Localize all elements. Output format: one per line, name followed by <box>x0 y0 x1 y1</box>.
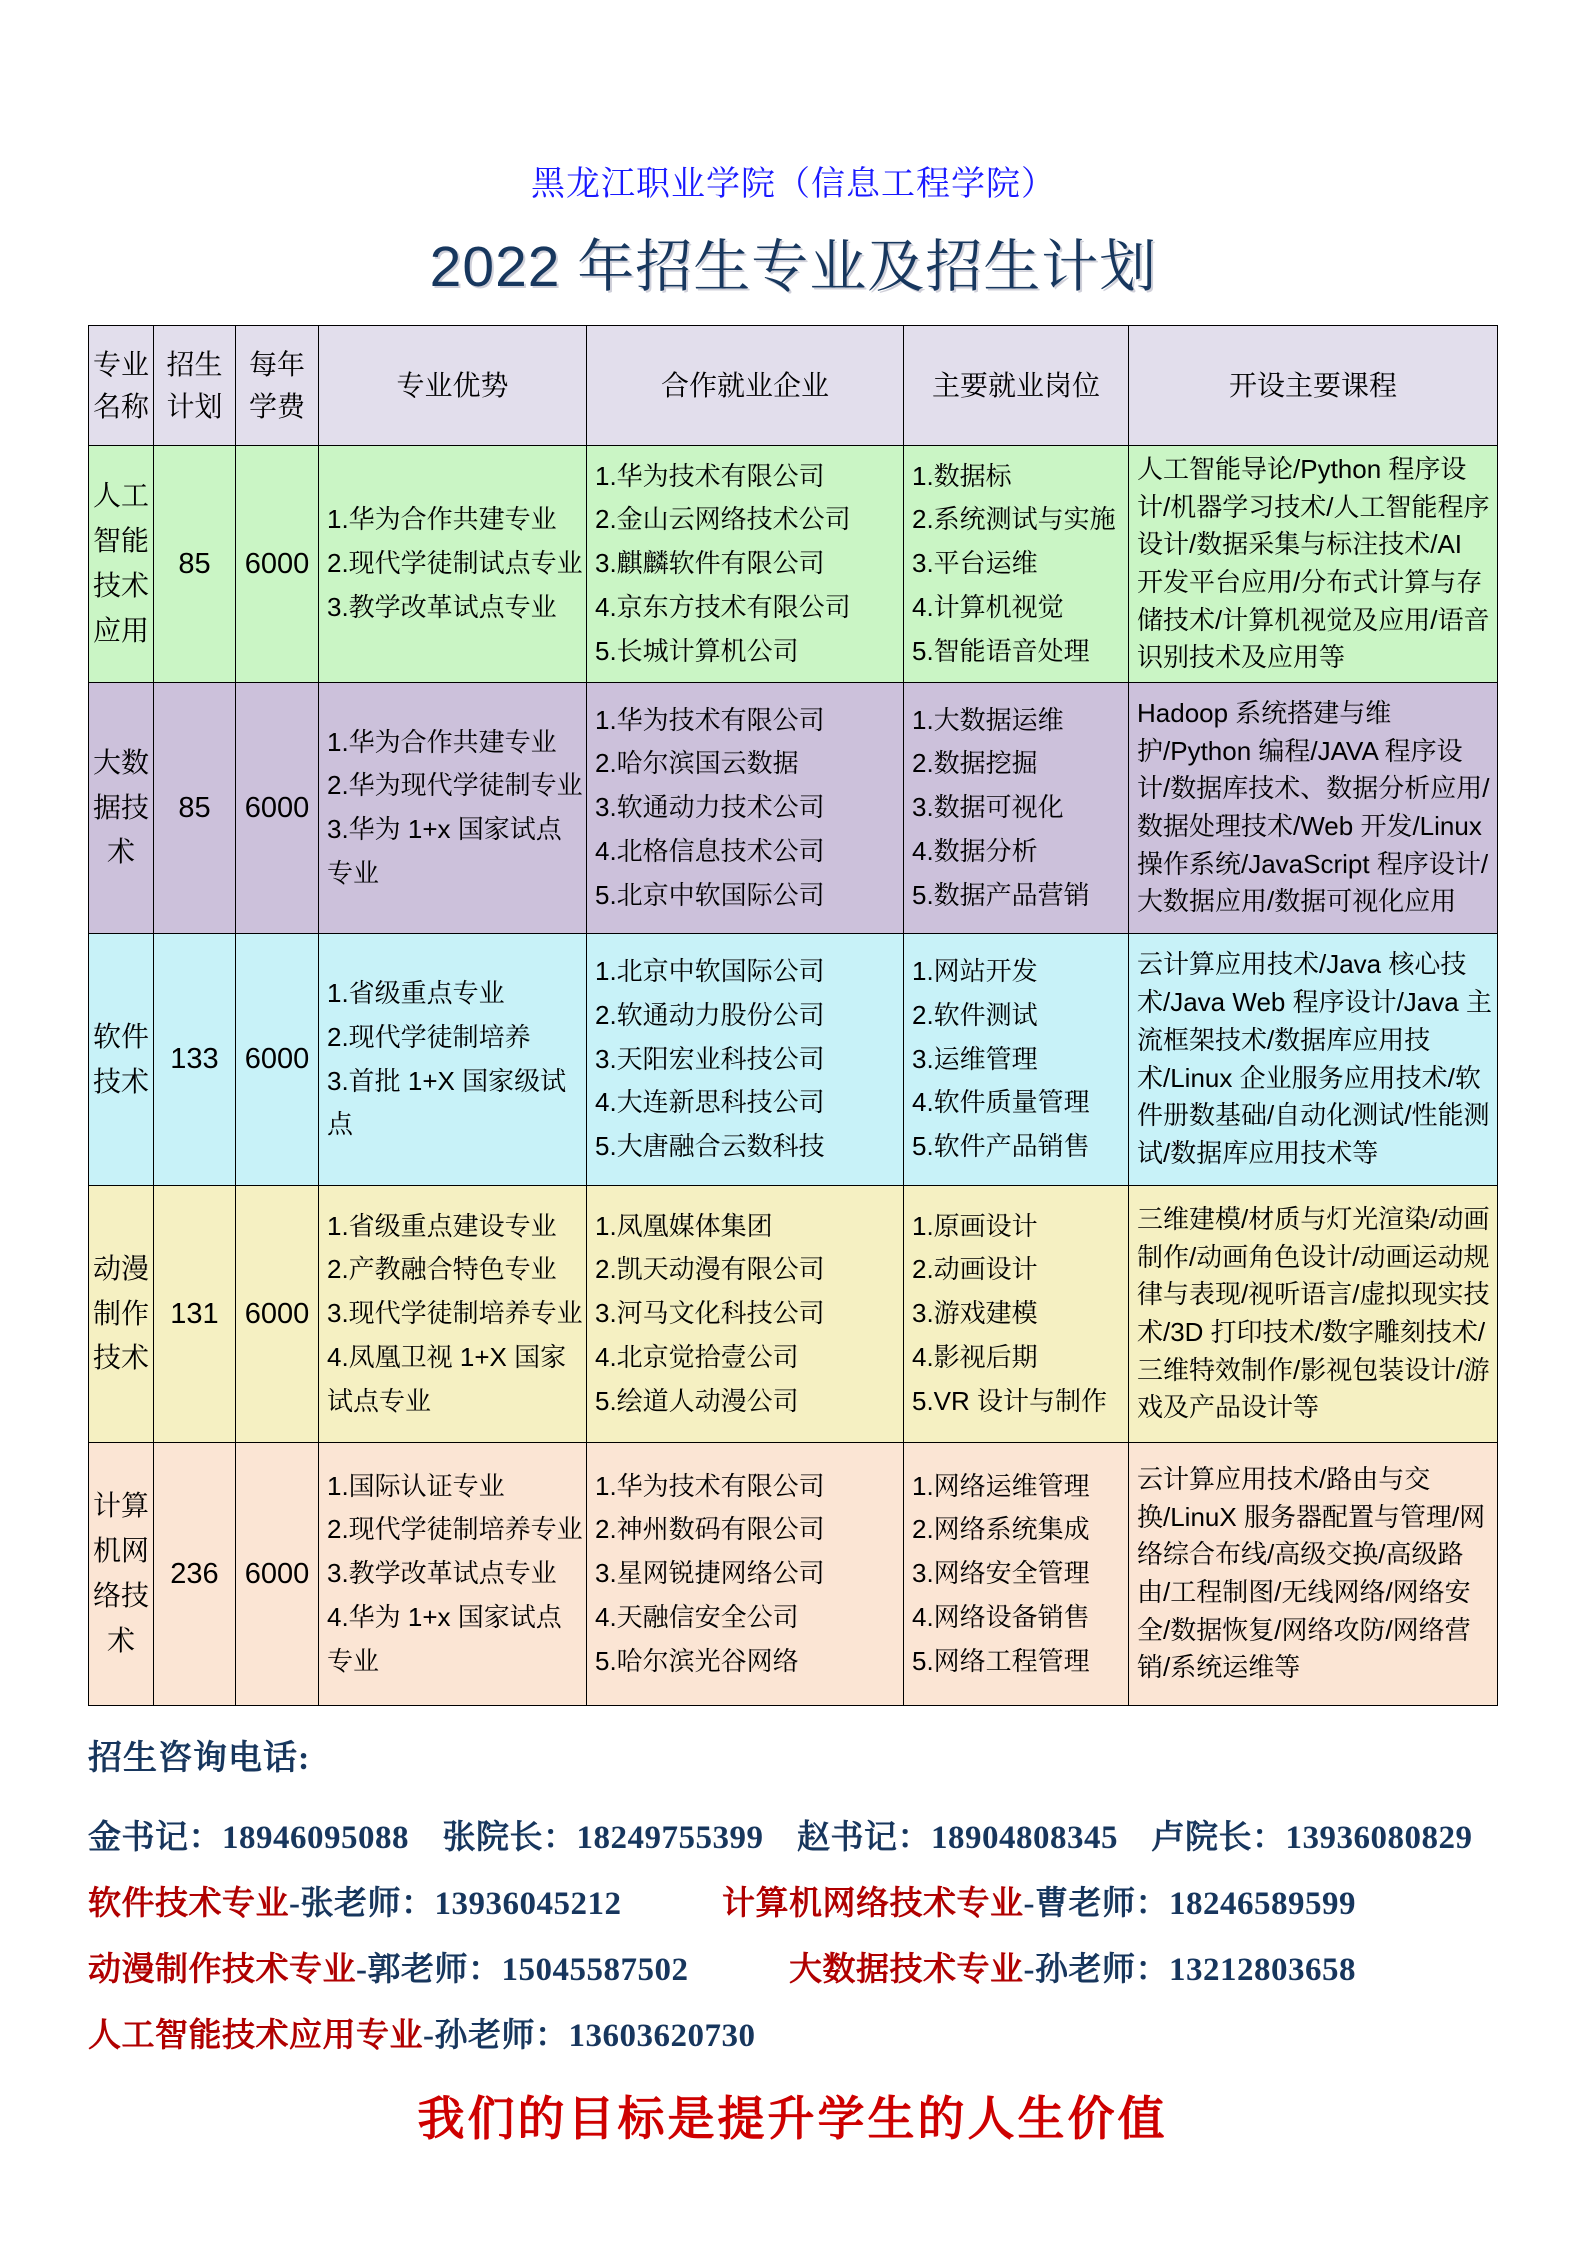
list-line: 4.大连新思科技公司 <box>595 1087 825 1118</box>
list-line: 3.游戏建模 <box>912 1298 1038 1329</box>
list-line: 1.网络运维管理 <box>912 1470 1090 1501</box>
phone-text <box>622 1886 723 1922</box>
list-line: 4.北格信息技术公司 <box>595 835 825 866</box>
column-header: 专业名称 <box>89 326 154 446</box>
companies-cell <box>587 1186 904 1443</box>
list-line: 4.计算机视觉 <box>912 591 1064 622</box>
specialty-label: 软件技术专业 <box>88 1886 289 1922</box>
contact-heading: 招生咨询电话: <box>88 1740 311 1777</box>
jobs-cell <box>904 934 1129 1186</box>
list-line: 3.网络安全管理 <box>912 1558 1090 1589</box>
major-row <box>89 446 1498 683</box>
fee-cell: 6000 <box>236 446 319 683</box>
list-line: 1.网站开发 <box>912 956 1038 987</box>
contact-line <box>88 2009 1587 2056</box>
list-line: 2.现代学徒制培养 <box>327 1021 531 1052</box>
list-line: 5.绘道人动漫公司 <box>595 1385 799 1416</box>
list-line: 5.VR 设计与制作 <box>912 1385 1108 1416</box>
major-name-cell: 动漫制作技术 <box>89 1186 154 1443</box>
list-line: 4.网络设备销售 <box>912 1601 1090 1632</box>
column-header: 专业优势 <box>319 326 587 446</box>
list-line: 2.神州数码有限公司 <box>595 1514 825 1545</box>
list-line: 4.北京觉拾壹公司 <box>595 1341 799 1372</box>
phone-text: -郭老师：15045587502 <box>356 1952 689 1988</box>
contact-line <box>88 1811 1587 1858</box>
list-line: 1.国际认证专业 <box>327 1470 505 1501</box>
phone-text: -孙老师：13603620730 <box>423 2018 756 2054</box>
list-line: 1.省级重点建设专业 <box>327 1210 557 1241</box>
list-line: 4.华为 1+x 国家试点专业 <box>327 1601 562 1676</box>
companies-cell <box>587 683 904 934</box>
list-line: 3.运维管理 <box>912 1043 1038 1074</box>
jobs-cell <box>904 1186 1129 1443</box>
list-line: 1.华为技术有限公司 <box>595 460 825 491</box>
college-subtitle: 黑龙江职业学院（信息工程学院） <box>531 165 1056 203</box>
column-header: 开设主要课程 <box>1129 326 1498 446</box>
plan-cell: 131 <box>154 1186 236 1443</box>
list-line: 2.数据挖掘 <box>912 748 1038 779</box>
plan-cell: 236 <box>154 1443 236 1706</box>
list-line: 2.系统测试与实施 <box>912 504 1116 535</box>
advantages-cell <box>319 1443 587 1706</box>
advantages-cell <box>319 934 587 1186</box>
major-row <box>89 683 1498 934</box>
list-line: 3.麒麟软件有限公司 <box>595 548 825 579</box>
list-line: 2.产教融合特色专业 <box>327 1254 557 1285</box>
phone-text <box>689 1952 790 1988</box>
courses-cell: Hadoop 系统搭建与维护/Python 编程/JAVA 程序设计/数据库技术、数据分析应用/数据处理技术/Web 开发/Linux 操作系统/JavaScript 程序设计/大数据应用/数据可视化应用 <box>1129 683 1498 934</box>
jobs-cell <box>904 683 1129 934</box>
courses-cell: 云计算应用技术/路由与交换/LinuX 服务器配置与管理/网络综合布线/高级交换/高级路由/工程制图/无线网络/网络安全/数据恢复/网络攻防/网络营销/系统运维等 <box>1129 1443 1498 1706</box>
list-line: 4.软件质量管理 <box>912 1087 1090 1118</box>
major-name-cell: 软件技术 <box>89 934 154 1186</box>
plan-cell: 85 <box>154 683 236 934</box>
list-line: 5.数据产品营销 <box>912 879 1090 910</box>
column-header: 合作就业企业 <box>587 326 904 446</box>
list-line: 1.省级重点专业 <box>327 978 505 1009</box>
list-line: 3.数据可视化 <box>912 792 1064 823</box>
list-line: 3.星网锐捷网络公司 <box>595 1558 825 1589</box>
specialty-label: 大数据技术专业 <box>789 1952 1024 1988</box>
table-body <box>89 446 1498 1706</box>
major-row <box>89 1186 1498 1443</box>
list-line: 5.哈尔滨光谷网络 <box>595 1645 799 1676</box>
list-line: 3.教学改革试点专业 <box>327 591 557 622</box>
list-line: 1.华为合作共建专业 <box>327 726 557 757</box>
major-name-cell: 计算机网络技术 <box>89 1443 154 1706</box>
table-header-row <box>89 326 1498 446</box>
list-line: 2.凯天动漫有限公司 <box>595 1254 825 1285</box>
major-name-cell: 大数据技术 <box>89 683 154 934</box>
list-line: 2.金山云网络技术公司 <box>595 504 851 535</box>
advantages-cell <box>319 446 587 683</box>
contact-line <box>88 1943 1587 1990</box>
column-header: 招生计划 <box>154 326 236 446</box>
phone-text: -孙老师：13212803658 <box>1023 1952 1356 1988</box>
courses-cell: 三维建模/材质与灯光渲染/动画制作/动画角色设计/动画运动规律与表现/视听语言/虚拟现实技术/3D 打印技术/数字雕刻技术/三维特效制作/影视包装设计/游戏及产品设计等 <box>1129 1186 1498 1443</box>
list-line: 4.京东方技术有限公司 <box>595 591 851 622</box>
phone-text: -曹老师：18246589599 <box>1023 1886 1356 1922</box>
specialty-label: 计算机网络技术专业 <box>722 1886 1024 1922</box>
advantages-cell <box>319 683 587 934</box>
fee-cell: 6000 <box>236 934 319 1186</box>
list-line: 2.软通动力股份公司 <box>595 999 825 1030</box>
list-line: 5.网络工程管理 <box>912 1645 1090 1676</box>
plan-cell: 85 <box>154 446 236 683</box>
list-line: 4.天融信安全公司 <box>595 1601 799 1632</box>
list-line: 3.现代学徒制培养专业 <box>327 1298 583 1329</box>
list-line: 4.数据分析 <box>912 835 1038 866</box>
courses-cell: 人工智能导论/Python 程序设计/机器学习技术/人工智能程序设计/数据采集与标注技术/AI 开发平台应用/分布式计算与存储技术/计算机视觉及应用/语音识别技术及应用等 <box>1129 446 1498 683</box>
contact-section <box>88 1730 1587 2056</box>
companies-cell <box>587 446 904 683</box>
list-line: 2.华为现代学徒制专业 <box>327 770 583 801</box>
fee-cell: 6000 <box>236 1186 319 1443</box>
major-row <box>89 934 1498 1186</box>
fee-cell: 6000 <box>236 683 319 934</box>
companies-cell <box>587 934 904 1186</box>
list-line: 1.大数据运维 <box>912 704 1064 735</box>
column-header: 每年学费 <box>236 326 319 446</box>
list-line: 2.现代学徒制试点专业 <box>327 548 583 579</box>
list-line: 3.首批 1+X 国家级试点 <box>327 1065 567 1140</box>
list-line: 2.软件测试 <box>912 999 1038 1030</box>
list-line: 3.河马文化科技公司 <box>595 1298 825 1329</box>
contact-lines <box>88 1811 1587 2056</box>
list-line: 3.华为 1+x 国家试点专业 <box>327 814 562 888</box>
list-line: 5.智能语音处理 <box>912 635 1090 666</box>
list-line: 5.软件产品销售 <box>912 1131 1090 1161</box>
list-line: 4.凤凰卫视 1+X 国家试点专业 <box>327 1341 567 1416</box>
companies-cell <box>587 1443 904 1706</box>
list-line: 1.华为技术有限公司 <box>595 704 825 735</box>
fee-cell: 6000 <box>236 1443 319 1706</box>
specialty-label: 人工智能技术应用专业 <box>88 2018 423 2054</box>
list-line: 2.动画设计 <box>912 1254 1038 1285</box>
list-line: 5.大唐融合云数科技 <box>595 1131 825 1161</box>
major-row <box>89 1443 1498 1706</box>
list-line: 5.北京中软国际公司 <box>595 879 825 910</box>
list-line: 2.网络系统集成 <box>912 1514 1090 1545</box>
list-line: 4.影视后期 <box>912 1341 1038 1372</box>
list-line: 3.平台运维 <box>912 548 1038 579</box>
contact-line <box>88 1877 1587 1924</box>
list-line: 1.华为技术有限公司 <box>595 1470 825 1501</box>
jobs-cell <box>904 446 1129 683</box>
list-line: 2.现代学徒制培养专业 <box>327 1514 583 1545</box>
list-line: 1.原画设计 <box>912 1210 1038 1241</box>
admission-plan-table <box>88 325 1498 1706</box>
list-line: 1.华为合作共建专业 <box>327 504 557 535</box>
list-line: 5.长城计算机公司 <box>595 635 799 666</box>
page-title: 2022 年招生专业及招生计划 <box>429 235 1158 299</box>
list-line: 3.软通动力技术公司 <box>595 792 825 823</box>
specialty-label: 动漫制作技术专业 <box>88 1952 356 1988</box>
column-header: 主要就业岗位 <box>904 326 1129 446</box>
phone-text: 金书记：18946095088 张院长：18249755399 赵书记：18904808345 卢院长：13936080829 <box>88 1820 1473 1856</box>
list-line: 3.教学改革试点专业 <box>327 1558 557 1589</box>
slogan-text: 我们的目标是提升学生的人生价值 <box>417 2094 1168 2146</box>
courses-cell: 云计算应用技术/Java 核心技术/Java Web 程序设计/Java 主流框架技术/数据库应用技术/Linux 企业服务应用技术/软件册数基础/自动化测试/性能测试/数据库应用技术等 <box>1129 934 1498 1186</box>
list-line: 1.数据标 <box>912 460 1012 491</box>
list-line: 2.哈尔滨国云数据 <box>595 748 799 779</box>
list-line: 3.天阳宏业科技公司 <box>595 1043 825 1074</box>
plan-cell: 133 <box>154 934 236 1186</box>
list-line: 1.凤凰媒体集团 <box>595 1210 773 1241</box>
advantages-cell <box>319 1186 587 1443</box>
phone-text: -张老师：13936045212 <box>289 1886 622 1922</box>
major-name-cell: 人工智能技术应用 <box>89 446 154 683</box>
list-line: 1.北京中软国际公司 <box>595 956 825 987</box>
jobs-cell <box>904 1443 1129 1706</box>
